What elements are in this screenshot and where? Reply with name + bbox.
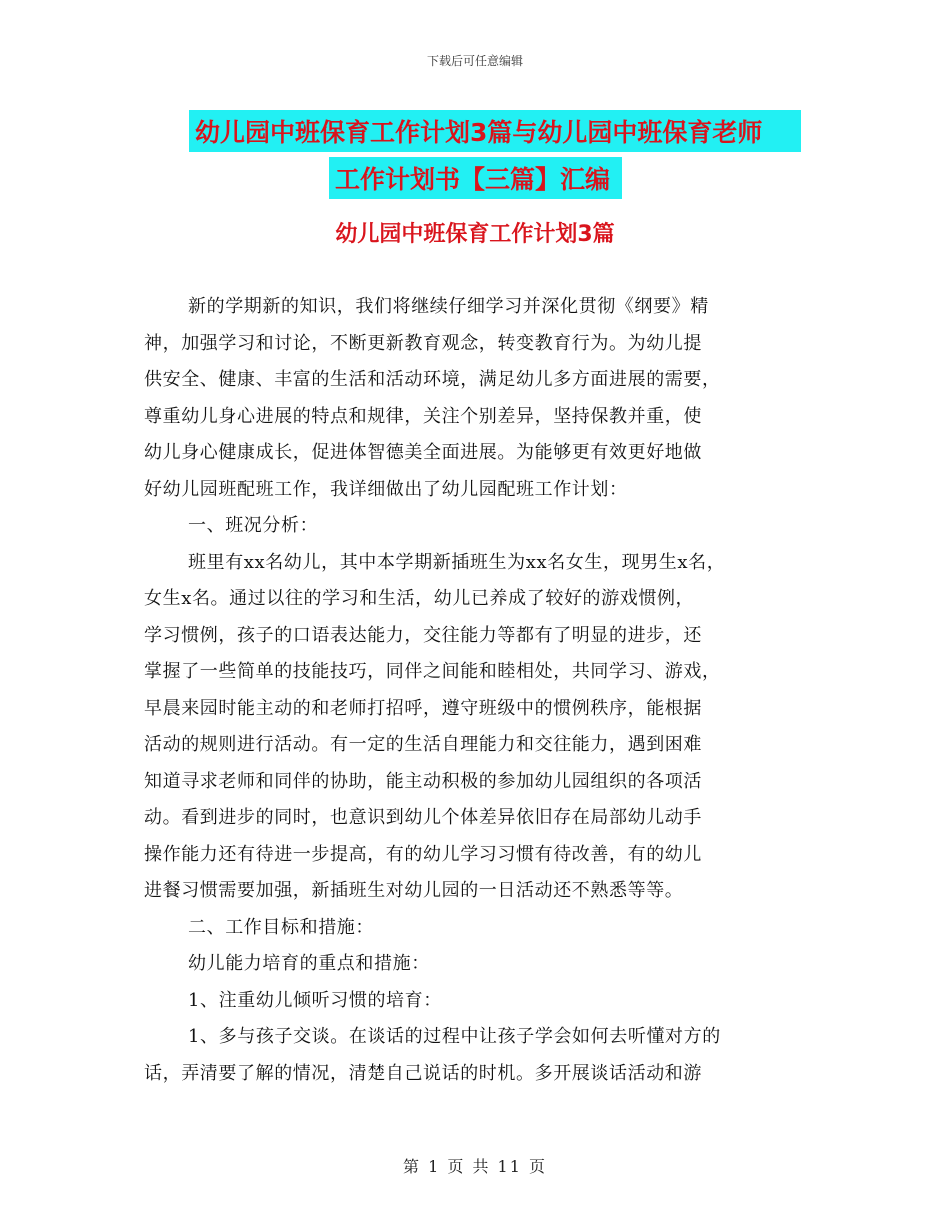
document-body [144,292,834,1095]
paragraph-line: 话，弄清要了解的情况，清楚自己说话的时机。多开展谈话活动和游 [144,1062,702,1084]
paragraph-line: 操作能力还有待进一步提高，有的幼儿学习习惯有待改善，有的幼儿 [144,843,702,865]
paragraph-line: 供安全、健康、丰富的生活和活动环境，满足幼儿多方面进展的需要， [144,369,721,390]
paragraph-line: 新的学期新的知识，我们将继续仔细学习并深化贯彻《纲要》精 [188,296,709,317]
paragraph-line: 女生x名。通过以往的学习和生活，幼儿已养成了较好的游戏惯例， [144,588,695,609]
paragraph-line: 班里有xx名幼儿，其中本学期新插班生为xx名女生，现男生x名， [188,551,726,573]
document-title-line-1: 幼儿园中班保育工作计划3篇与幼儿园中班保育老师 [189,110,801,152]
paragraph-line: 进餐习惯需要加强，新插班生对幼儿园的一日活动还不熟悉等等。 [144,880,684,901]
paragraph-line: 活动的规则进行活动。有一定的生活自理能力和交往能力，遇到困难 [144,734,702,755]
paragraph-line: 好幼儿园班配班工作，我详细做出了幼儿园配班工作计划： [144,478,628,500]
heading-line: 一、班况分析： [188,515,319,536]
paragraph-line: 尊重幼儿身心进展的特点和规律，关注个别差异，坚持保教并重，使 [144,405,702,427]
heading-line: 二、工作目标和措施： [188,916,374,938]
heading-line: 幼儿能力培育的重点和措施： [188,953,430,974]
section-title: 幼儿园中班保育工作计划3篇 [335,222,615,247]
paragraph-line: 幼儿身心健康成长，促进体智德美全面进展。为能够更有效更好地做 [144,442,702,463]
paragraph-line: 学习惯例，孩子的口语表达能力，交往能力等都有了明显的进步，还 [144,624,702,646]
page-footer: 第 1 页 共 11 页 [403,1157,547,1176]
paragraph-line: 动。看到进步的同时，也意识到幼儿个体差异依旧存在局部幼儿动手 [144,807,702,828]
document-title-line-2: 工作计划书【三篇】汇编 [329,157,622,199]
paragraph-line: 早晨来园时能主动的和老师打招呼，遵守班级中的惯例秩序，能根据 [144,697,702,719]
paragraph-line: 1、多与孩子交谈。在谈话的过程中让孩子学会如何去听懂对方的 [188,1026,721,1047]
paragraph-line: 知道寻求老师和同伴的协助，能主动积极的参加幼儿园组织的各项活 [144,770,702,792]
header-note: 下载后可任意编辑 [426,54,523,68]
heading-line: 1、注重幼儿倾听习惯的培育： [188,989,442,1011]
paragraph-line: 神，加强学习和讨论，不断更新教育观念，转变教育行为。为幼儿提 [144,332,702,354]
paragraph-line: 掌握了一些简单的技能技巧，同伴之间能和睦相处，共同学习、游戏， [144,661,721,682]
